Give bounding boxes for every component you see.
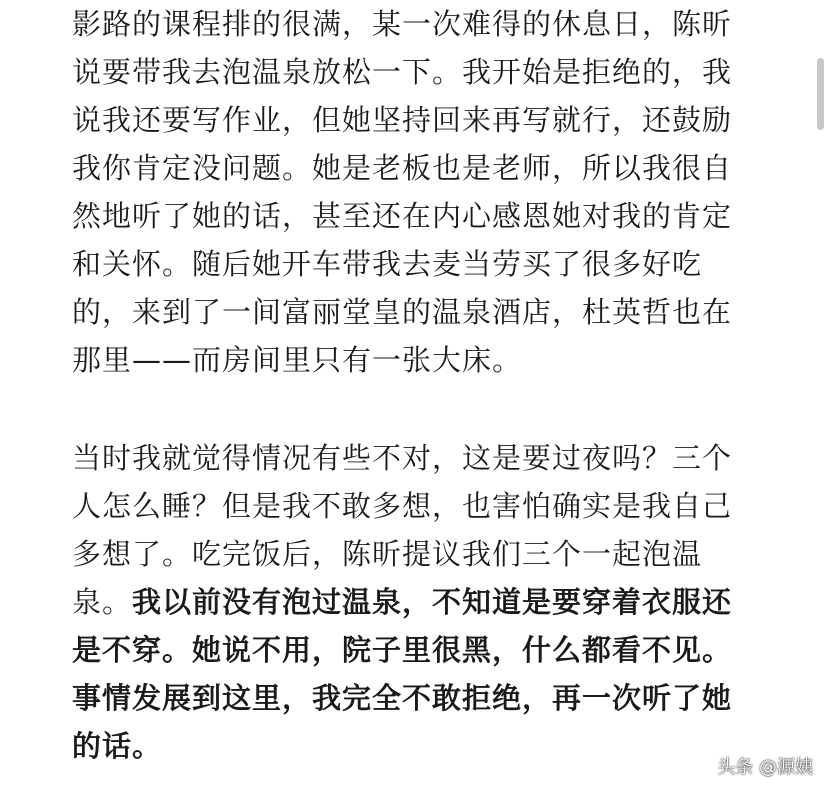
scrollbar[interactable] — [817, 58, 824, 130]
text-line: 我你肯定没问题。她是老板也是老师，所以我很自 — [72, 151, 733, 185]
text-line: 然地听了她的话，甚至还在内心感恩她对我的肯定 — [72, 199, 733, 233]
text-line: 和关怀。随后她开车带我去麦当劳买了很多好吃 — [72, 247, 703, 281]
text-line: 那里——而房间里只有一张大床。 — [72, 343, 523, 377]
bold-text-line: 事情发展到这里，我完全不敢拒绝，再一次听了她 — [72, 681, 733, 715]
regular-text: 泉。 — [72, 585, 133, 619]
bold-text-line: 的话。 — [72, 729, 163, 763]
paragraph-1 — [72, 0, 732, 384]
text-line: 的，来到了一间富丽堂皇的温泉酒店，杜英哲也在 — [72, 295, 733, 329]
watermark: 头条 @源姨 — [717, 757, 813, 778]
text-line-mixed — [72, 578, 732, 626]
bold-text: 我以前没有泡过温泉，不知道是要穿着衣服还 — [132, 585, 733, 619]
paragraph-2 — [72, 434, 732, 770]
text-line: 说我还要写作业，但她坚持回来再写就行，还鼓励 — [72, 103, 733, 137]
text-line: 人怎么睡？但是我不敢多想，也害怕确实是我自己 — [72, 489, 733, 523]
text-line: 多想了。吃完饭后，陈昕提议我们三个一起泡温 — [72, 537, 703, 571]
bold-text-line: 是不穿。她说不用，院子里很黑，什么都看不见。 — [72, 633, 733, 667]
text-line: 影路的课程排的很满，某一次难得的休息日，陈昕 — [72, 7, 733, 41]
text-line: 当时我就觉得情况有些不对，这是要过夜吗？三个 — [72, 441, 733, 475]
text-line: 说要带我去泡温泉放松一下。我开始是拒绝的，我 — [72, 55, 733, 89]
